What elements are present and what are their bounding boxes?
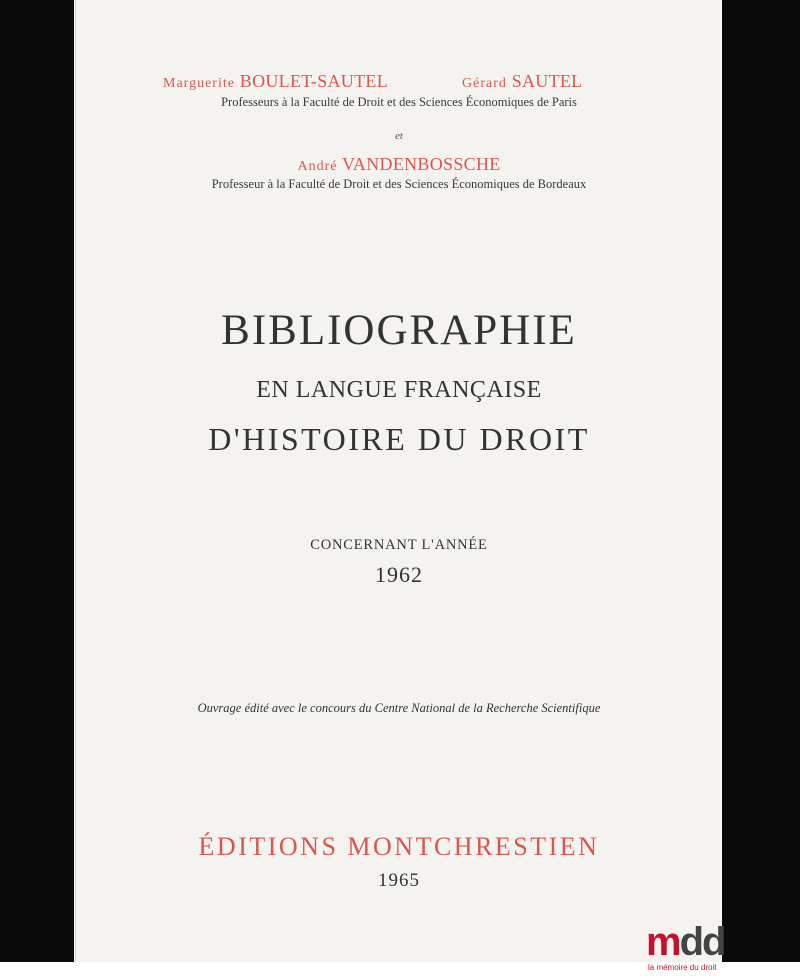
concerning-year: 1962 bbox=[375, 562, 423, 587]
scan-border-right bbox=[722, 0, 800, 976]
author-sautel bbox=[462, 71, 582, 92]
title-subject: D'HISTOIRE DU DROIT bbox=[208, 421, 590, 457]
logo-letters bbox=[646, 922, 726, 962]
logo-m: m bbox=[646, 920, 680, 964]
author-family-name: SAUTEL bbox=[511, 71, 583, 91]
scan-border-left bbox=[0, 0, 74, 976]
publication-year: 1965 bbox=[378, 870, 420, 891]
author-given-name: André bbox=[297, 159, 338, 174]
publisher-name: ÉDITIONS MONTCHRESTIEN bbox=[198, 832, 600, 861]
author-given-name: Marguerite bbox=[163, 76, 235, 91]
author-boulet-sautel bbox=[163, 71, 388, 92]
author-family-name: VANDENBOSSCHE bbox=[341, 154, 501, 174]
author-family-name: BOULET-SAUTEL bbox=[239, 71, 388, 91]
logo-tagline: la mémoire du droit bbox=[648, 963, 717, 972]
title-subline: EN LANGUE FRANÇAISE bbox=[256, 377, 542, 403]
concerning-label: CONCERNANT L'ANNÉE bbox=[310, 537, 488, 553]
conjunction: et bbox=[395, 130, 403, 142]
bordeaux-affiliation: Professeur à la Faculté de Droit et des Sciences Économiques de Bordeaux bbox=[211, 177, 587, 191]
title-main: BIBLIOGRAPHIE bbox=[221, 307, 577, 354]
paris-affiliation: Professeurs à la Faculté de Droit et des Sciences Économiques de Paris bbox=[221, 95, 577, 109]
edition-note: Ouvrage édité avec le concours du Centre National de la Recherche Scientifique bbox=[197, 701, 601, 715]
book-cover-page bbox=[75, 0, 721, 962]
mdd-logo[interactable] bbox=[646, 922, 726, 976]
authors-row bbox=[76, 71, 722, 93]
logo-dd: dd bbox=[679, 920, 725, 964]
author-vandenbossche bbox=[76, 154, 722, 175]
author-given-name: Gérard bbox=[462, 76, 507, 91]
